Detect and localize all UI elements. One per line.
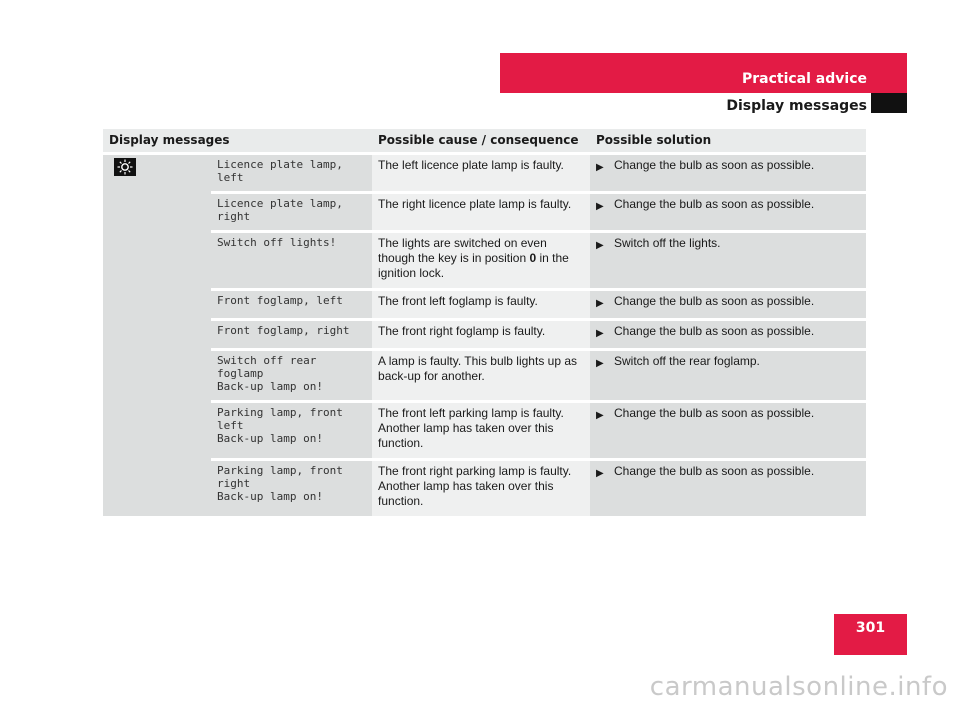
bullet-arrow-icon: ▶ <box>596 328 604 339</box>
solution-text: Change the bulb as soon as possible. <box>614 406 815 420</box>
message-text: Parking lamp, front left Back-up lamp on! <box>211 402 372 460</box>
header-black-tab <box>871 93 907 113</box>
cause-text: The front right parking lamp is faulty. Another lamp has taken over this function. <box>372 460 590 518</box>
page-number: 301 <box>855 620 886 636</box>
bullet-arrow-icon: ▶ <box>596 201 604 212</box>
message-text: Switch off rear foglamp Back-up lamp on! <box>211 350 372 402</box>
bullet-arrow-icon: ▶ <box>596 468 604 479</box>
message-text: Front foglamp, right <box>211 320 372 350</box>
message-text: Front foglamp, left <box>211 290 372 320</box>
message-text: Parking lamp, front right Back-up lamp on! <box>211 460 372 518</box>
table-row <box>103 154 866 193</box>
table-header-row <box>103 129 866 154</box>
key-position-value: 0 <box>529 251 537 265</box>
table-row <box>103 232 866 290</box>
message-text: Licence plate lamp, left <box>211 154 372 193</box>
table-row <box>103 193 866 232</box>
section-title: Practical advice <box>741 71 867 87</box>
cause-text: The front left foglamp is faulty. <box>372 290 590 320</box>
table-row <box>103 290 866 320</box>
column-header-display-messages: Display messages <box>103 129 372 154</box>
cause-text: The left licence plate lamp is faulty. <box>372 154 590 193</box>
lamp-symbol-icon <box>114 158 136 176</box>
column-header-cause: Possible cause / consequence <box>372 129 590 154</box>
bullet-arrow-icon: ▶ <box>596 410 604 421</box>
table-row <box>103 402 866 460</box>
bullet-arrow-icon: ▶ <box>596 298 604 309</box>
solution-text: Change the bulb as soon as possible. <box>614 197 815 211</box>
column-header-solution: Possible solution <box>590 129 866 154</box>
bullet-arrow-icon: ▶ <box>596 240 604 251</box>
cause-text: The front right foglamp is faulty. <box>372 320 590 350</box>
solution-text: Change the bulb as soon as possible. <box>614 464 815 478</box>
solution-text: Change the bulb as soon as possible. <box>614 294 815 308</box>
bullet-arrow-icon: ▶ <box>596 162 604 173</box>
subsection-title: Display messages <box>726 98 867 114</box>
solution-text: Change the bulb as soon as possible. <box>614 324 815 338</box>
cause-text: The front left parking lamp is faulty. Another lamp has taken over this function. <box>372 402 590 460</box>
bullet-arrow-icon: ▶ <box>596 358 604 369</box>
table-row <box>103 350 866 402</box>
solution-text: Switch off the rear foglamp. <box>614 354 760 368</box>
message-text: Switch off lights! <box>211 232 372 290</box>
solution-text: Switch off the lights. <box>614 236 721 250</box>
solution-text: Change the bulb as soon as possible. <box>614 158 815 172</box>
lamp-symbol-cell <box>103 154 211 518</box>
watermark: carmanualsonline.info <box>649 672 948 702</box>
cause-text: The lights are switched on even though the key is in position 0 in the ignition lock. <box>372 232 590 290</box>
cause-text: A lamp is faulty. This bulb lights up as back-up for another. <box>372 350 590 402</box>
message-text: Licence plate lamp, right <box>211 193 372 232</box>
table-row <box>103 320 866 350</box>
table-row <box>103 460 866 518</box>
display-messages-table <box>103 129 866 519</box>
cause-text: The right licence plate lamp is faulty. <box>372 193 590 232</box>
